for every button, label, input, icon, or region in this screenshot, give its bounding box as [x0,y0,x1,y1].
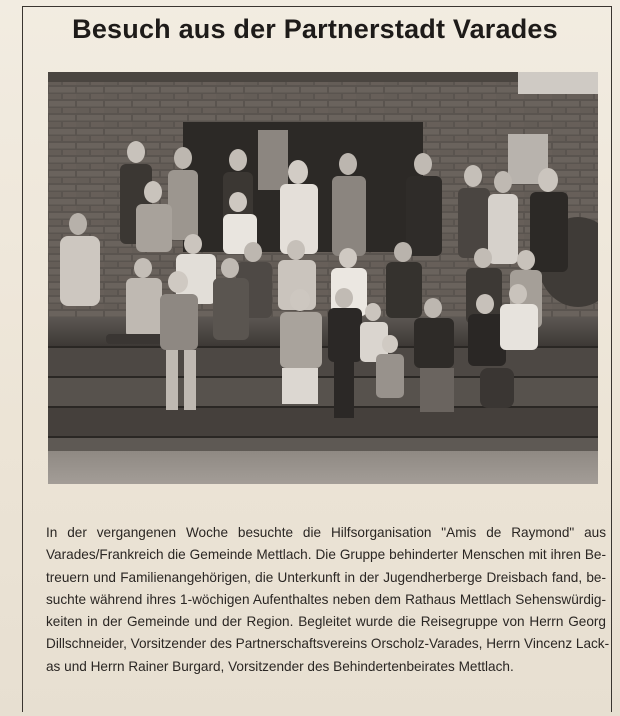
body-line: keiten in der Gemeinde und der Region. Begleitet wurde die Reisegruppe von Herrn Georg [46,614,606,630]
article-headline: Besuch aus der Partnerstadt Varades [72,14,558,44]
body-line: Varades/Frankreich die Gemeinde Mettlach. Die Gruppe behinderter Menschen mit ihren Be- [46,547,606,563]
article-body [46,522,610,678]
body-line: Dillschneider, Vorsitzender des Partnerschaftsvereins Orscholz-Varades, Herrn Vincenz Lack- [46,636,610,652]
body-line: as und Herrn Rainer Burgard, Vorsitzender des Behindertenbeirates Mettlach. [46,658,514,674]
body-line: suchte während ihres 1-wöchigen Aufenthaltes neben dem Rathaus Mettlach Sehenswürdig- [46,591,606,607]
group-photo [48,72,598,484]
body-line: treuern und Familienangehörigen, die Unterkunft in der Jugendherberge Dreisbach fand, be- [46,569,606,585]
body-line: In der vergangenen Woche besuchte die Hilfsorganisation "Amis de Raymond" aus [46,525,606,540]
